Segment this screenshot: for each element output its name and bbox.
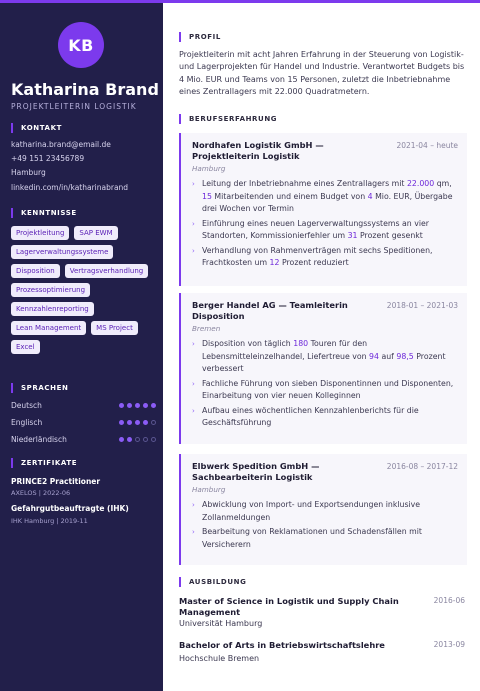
job-bullets [192, 499, 458, 551]
bullet-segment: Aufbau eines wöchentlichen Kennzahlenberichts für die Geschäftsführung [202, 405, 419, 427]
profile-text: Projektleiterin mit acht Jahren Erfahrung in der Steuerung von Logistik- und Lagerprojekten für Handel und Industrie. Verantwortet Budgets bis 4 Mio. EUR und Teams von 15 Personen, zuletzt die Inbetriebnahme eines Zentrallagers mit 22.000 Quadratmetern. [179, 50, 465, 97]
highlight-number: 180 [293, 339, 309, 348]
bullet-segment: auf [378, 351, 397, 361]
highlight-number: 31 [347, 231, 358, 240]
job-card [179, 133, 467, 286]
education-degree: Master of Science in Logistik und Supply Chain Management [179, 596, 399, 617]
education-item [179, 596, 465, 618]
education-date: 2013-09 [433, 640, 465, 649]
bullet-segment: Leitung der Inbetriebnahme eines Zentrallagers mit [202, 179, 407, 188]
job-bullet [192, 378, 458, 403]
bullet-segment: Abwicklung von Import- und Exportsendungen inklusive Zollanmeldungen [202, 500, 421, 522]
bullet-arrow-icon: › [192, 528, 195, 536]
job-dates: 2018-01 – 2021-03 [386, 301, 458, 310]
contact-phone[interactable]: +49 151 23456789 [11, 154, 85, 163]
job-bullet [192, 499, 458, 524]
highlight-number: 98,5 [396, 351, 414, 361]
highlight-number: 22.000 [406, 179, 435, 188]
education-date: 2016-06 [433, 596, 465, 605]
job-bullet [192, 405, 458, 430]
avatar: KB [58, 22, 104, 68]
bullet-segment: Verhandlung von Rahmenverträgen mit sechs Speditionen, Frachtkosten um [202, 245, 433, 267]
bullet-segment: Mitarbeitenden und einem Budget von [211, 191, 368, 201]
cert-title: PRINCE2 Practitioner [11, 477, 101, 486]
level-dot [127, 437, 132, 442]
skills-heading: KENNTNISSE [11, 208, 77, 218]
job-location: Hamburg [192, 485, 226, 494]
bullet-arrow-icon: › [192, 379, 195, 388]
bullet-text [202, 499, 458, 524]
skills-list [11, 226, 156, 354]
bullet-arrow-icon: › [192, 340, 195, 348]
job-location: Bremen [192, 324, 221, 333]
sidebar [0, 3, 163, 691]
language-level-dots [119, 437, 156, 442]
contact-heading: KONTAKT [11, 123, 62, 133]
language-row [11, 435, 156, 444]
level-dot [135, 420, 140, 425]
job-bullet [192, 218, 458, 243]
languages-heading: SPRACHEN [11, 383, 68, 393]
job-bullet [192, 178, 458, 216]
candidate-name: Katharina Brand [11, 80, 159, 99]
bullet-segment: Prozent gesenkt [357, 231, 423, 240]
cert-meta: IHK Hamburg | 2019-11 [11, 517, 88, 525]
language-name: Englisch [11, 418, 43, 427]
contact-email[interactable]: katharina.brand@email.de [11, 140, 111, 149]
bullet-text [202, 338, 458, 376]
bullet-text [202, 405, 458, 430]
level-dot [119, 420, 124, 425]
skill-tag: Disposition [11, 264, 60, 278]
job-bullet [192, 526, 458, 551]
bullet-segment: Disposition von täglich [202, 339, 294, 348]
bullet-segment: Bearbeitung von Reklamationen und Schadensfällen mit Versicherern [202, 527, 422, 549]
job-bullet [192, 338, 458, 376]
bullet-segment: Prozent reduziert [279, 258, 349, 267]
bullet-segment: Touren für den Lebensmitteleinzelhandel, Liefertreue von [202, 339, 370, 361]
level-dot [143, 420, 148, 425]
skill-tag: Prozessoptimierung [11, 283, 90, 297]
language-name: Niederländisch [11, 435, 67, 444]
job-bullets [192, 338, 458, 430]
profile-heading: PROFIL [179, 32, 221, 42]
bullet-arrow-icon: › [192, 246, 195, 255]
skill-tag: SAP EWM [74, 226, 117, 240]
job-title: Berger Handel AG — Teamleiterin Disposition [192, 300, 348, 321]
bullet-text [202, 178, 458, 216]
job-dates: 2016-08 – 2017-12 [386, 462, 458, 471]
level-dot [151, 420, 156, 425]
skill-tag: Lagerverwaltungssysteme [11, 245, 113, 259]
skill-tag: Projektleitung [11, 226, 69, 240]
candidate-role: PROJEKTLEITERIN LOGISTIK [11, 102, 137, 111]
job-dates: 2021-04 – heute [396, 141, 458, 150]
contact-city: Hamburg [11, 168, 46, 177]
bullet-segment: Fachliche Führung von sieben Disponentinnen und Disponenten, Einarbeitung von vier neuen Kolleginnen [202, 378, 454, 400]
certificates-heading: ZERTIFIKATE [11, 458, 77, 468]
bullet-segment: qm, [434, 179, 452, 188]
bullet-text [202, 245, 458, 270]
level-dot [119, 437, 124, 442]
bullet-segment: Einführung eines neuen Lagerverwaltungssystems an vier Standorten, Kommissionierfehler um [202, 218, 429, 240]
job-card [179, 454, 467, 565]
language-row [11, 401, 156, 410]
education-school: Hochschule Bremen [179, 654, 260, 663]
cert-meta: AXELOS | 2022-06 [11, 489, 71, 497]
skill-tag: Vertragsverhandlung [65, 264, 149, 278]
highlight-number: 12 [269, 258, 280, 267]
bullet-text [202, 218, 458, 243]
bullet-text [202, 378, 458, 403]
job-title: Nordhafen Logistik GmbH — Projektleiterin Logistik [192, 140, 324, 161]
highlight-number: 94 [369, 351, 379, 361]
skill-tag: Excel [11, 340, 40, 354]
highlight-number: 4 [367, 191, 373, 201]
language-level-dots [119, 420, 156, 425]
level-dot [127, 420, 132, 425]
level-dot [135, 437, 140, 442]
level-dot [143, 437, 148, 442]
bullet-segment: Prozent verbessert [202, 351, 446, 373]
bullet-arrow-icon: › [192, 180, 195, 188]
level-dot [151, 403, 156, 408]
education-school: Universität Hamburg [179, 619, 263, 628]
skill-tag: Kennzahlenreporting [11, 302, 94, 316]
experience-heading: BERUFSERFAHRUNG [179, 114, 277, 124]
skill-tag: Lean Management [11, 321, 86, 335]
language-level-dots [119, 403, 156, 408]
job-title: Elbwerk Spedition GmbH — Sachbearbeiterin Logistik [192, 461, 320, 482]
level-dot [135, 403, 140, 408]
skill-tag: MS Project [91, 321, 138, 335]
bullet-arrow-icon: › [192, 219, 195, 228]
bullet-arrow-icon: › [192, 501, 195, 509]
level-dot [119, 403, 124, 408]
education-heading: AUSBILDUNG [179, 577, 246, 587]
level-dot [143, 403, 148, 408]
bullet-text [202, 526, 458, 551]
contact-linkedin[interactable]: linkedin.com/in/katharinabrand [11, 183, 129, 192]
language-row [11, 418, 156, 427]
level-dot [151, 437, 156, 442]
job-location: Hamburg [192, 164, 226, 173]
bullet-segment: Mio. EUR, Übergabe drei Wochen vor Termin [202, 191, 453, 213]
job-bullets [192, 178, 458, 270]
education-item [179, 640, 465, 651]
education-degree: Bachelor of Arts in Betriebswirtschaftslehre [179, 640, 385, 650]
level-dot [127, 403, 132, 408]
language-name: Deutsch [11, 401, 42, 410]
bullet-arrow-icon: › [192, 406, 195, 415]
job-bullet [192, 245, 458, 270]
highlight-number: 15 [202, 191, 212, 201]
cert-title: Gefahrgutbeauftragte (IHK) [11, 504, 129, 513]
job-card [179, 293, 467, 444]
